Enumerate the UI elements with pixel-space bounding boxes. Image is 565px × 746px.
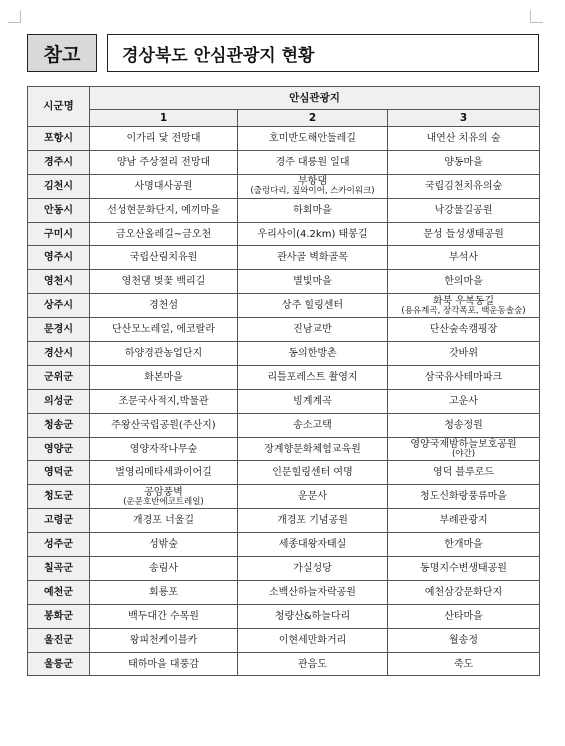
city-column-header: 시군명	[28, 87, 90, 127]
table-row	[28, 174, 540, 198]
table-row	[28, 246, 540, 270]
site-cell-1	[90, 485, 238, 509]
site-cell-2	[238, 557, 388, 581]
site-name: 이현세만화거리	[278, 634, 347, 646]
site-name: 청도신화랑풍류마을	[420, 491, 507, 503]
site-name: 국립산림치유원	[129, 252, 198, 264]
site-cell-2	[238, 485, 388, 509]
city-name-cell: 성주군	[28, 533, 90, 557]
site-name: 월송정	[449, 634, 478, 646]
site-name: 단산모노레일, 에코랄라	[112, 324, 215, 336]
site-cell-1	[90, 294, 238, 318]
site-name: 한의마을	[444, 276, 483, 288]
site-cell-3	[388, 533, 540, 557]
site-cell-2	[238, 509, 388, 533]
table-body	[28, 127, 540, 676]
site-cell-3	[388, 604, 540, 628]
site-cell-2	[238, 294, 388, 318]
city-name-cell: 고령군	[28, 509, 90, 533]
site-name: 세종대왕자태실	[278, 539, 347, 551]
table-row	[28, 198, 540, 222]
site-name: 화북 우복동길	[432, 295, 495, 307]
site-name: 송소고택	[293, 419, 332, 431]
site-cell-3	[388, 342, 540, 366]
site-name: 죽도	[453, 658, 474, 670]
city-name-cell: 칠곡군	[28, 557, 90, 581]
table-row	[28, 557, 540, 581]
site-cell-2	[238, 270, 388, 294]
site-cell-1	[90, 150, 238, 174]
site-name: 양동마을	[444, 156, 483, 168]
site-name: 동의한방촌	[288, 347, 337, 359]
site-name: 가실성당	[293, 562, 332, 574]
site-cell-1	[90, 342, 238, 366]
site-cell-3	[388, 485, 540, 509]
site-cell-3	[388, 127, 540, 151]
site-name: 영양자작나무숲	[129, 443, 198, 455]
site-cell-1	[90, 389, 238, 413]
page-corner-mark-left	[8, 10, 21, 23]
site-name: 선성현문화단지, 예끼마을	[107, 204, 220, 216]
site-name: 하양경관농업단지	[124, 347, 203, 359]
table-row	[28, 628, 540, 652]
city-name-cell: 예천군	[28, 580, 90, 604]
table-row	[28, 294, 540, 318]
site-name: 소백산하늘자락공원	[269, 586, 356, 598]
table-row	[28, 485, 540, 509]
city-name-cell: 의성군	[28, 389, 90, 413]
site-cell-3	[388, 270, 540, 294]
site-name: 고운사	[449, 395, 478, 407]
site-name: 개경포 너울길	[132, 515, 195, 527]
site-name: 한개마을	[444, 539, 483, 551]
site-name: 운문사	[298, 491, 327, 503]
city-name-cell: 군위군	[28, 365, 90, 389]
site-cell-3	[388, 246, 540, 270]
city-name-cell: 경주시	[28, 150, 90, 174]
site-cell-1	[90, 127, 238, 151]
site-cell-2	[238, 198, 388, 222]
document-header	[27, 34, 539, 74]
site-name: 금오산올레길~금오천	[115, 228, 212, 240]
site-name: 동명지수변생태공원	[420, 562, 507, 574]
site-name: 성밖숲	[149, 539, 178, 551]
site-name: 벌영리메타세콰이어길	[115, 467, 212, 479]
site-name: 국립김천치유의숲	[424, 180, 503, 192]
site-cell-2	[238, 318, 388, 342]
site-name: 상주 힐링센터	[281, 300, 344, 312]
site-name: 하회마을	[293, 204, 332, 216]
city-name-cell: 영양군	[28, 437, 90, 461]
site-cell-3	[388, 461, 540, 485]
site-name-note: (출렁다리, 짚와이어, 스카이워크)	[250, 186, 375, 197]
site-cell-2	[238, 174, 388, 198]
site-name: 부석사	[449, 252, 478, 264]
site-cell-3	[388, 222, 540, 246]
site-name: 경천섬	[149, 300, 178, 312]
site-name: 낙강물길공원	[434, 204, 493, 216]
site-cell-1	[90, 461, 238, 485]
site-name: 관사골 벽화골목	[277, 252, 348, 264]
table-row	[28, 604, 540, 628]
table-row	[28, 389, 540, 413]
table-row	[28, 652, 540, 676]
city-name-cell: 울진군	[28, 628, 90, 652]
site-name: 예천삼강문화단지	[424, 586, 503, 598]
city-name-cell: 청도군	[28, 485, 90, 509]
site-name: 사명대사공원	[134, 180, 193, 192]
table-row	[28, 437, 540, 461]
site-name: 산타마을	[444, 610, 483, 622]
site-cell-1	[90, 652, 238, 676]
city-name-cell: 경산시	[28, 342, 90, 366]
site-name: 부례관광지	[439, 515, 488, 527]
city-name-cell: 봉화군	[28, 604, 90, 628]
site-name-note: (용유계곡, 장각폭포, 백운동솔숲)	[401, 305, 526, 316]
table-row	[28, 533, 540, 557]
site-name: 인문힐링센터 여명	[272, 467, 353, 479]
table-row	[28, 509, 540, 533]
site-cell-1	[90, 246, 238, 270]
site-name: 회룡포	[149, 586, 178, 598]
table-row	[28, 270, 540, 294]
site-cell-3	[388, 437, 540, 461]
site-cell-3	[388, 389, 540, 413]
table-row	[28, 365, 540, 389]
site-cell-1	[90, 174, 238, 198]
site-cell-2	[238, 222, 388, 246]
city-name-cell: 안동시	[28, 198, 90, 222]
site-name: 송림사	[149, 562, 178, 574]
column-header-1: 1	[90, 110, 238, 127]
table-row	[28, 461, 540, 485]
site-name: 문성 들성생태공원	[423, 228, 504, 240]
site-cell-3	[388, 294, 540, 318]
site-cell-1	[90, 557, 238, 581]
site-cell-3	[388, 318, 540, 342]
site-cell-2	[238, 413, 388, 437]
site-cell-3	[388, 509, 540, 533]
site-name: 삼국유사테마파크	[424, 371, 503, 383]
site-cell-2	[238, 342, 388, 366]
site-cell-2	[238, 652, 388, 676]
site-cell-1	[90, 318, 238, 342]
table-row	[28, 318, 540, 342]
site-cell-1	[90, 580, 238, 604]
site-name: 조문국사적지,박물관	[118, 395, 209, 407]
column-header-2: 2	[238, 110, 388, 127]
site-cell-2	[238, 437, 388, 461]
city-name-cell: 영천시	[28, 270, 90, 294]
site-cell-3	[388, 174, 540, 198]
reference-tag: 참고	[27, 34, 97, 72]
site-cell-3	[388, 150, 540, 174]
site-cell-2	[238, 150, 388, 174]
site-name: 경주 대릉원 일대	[275, 156, 350, 168]
site-name: 청송정원	[444, 419, 483, 431]
site-cell-2	[238, 389, 388, 413]
city-name-cell: 영덕군	[28, 461, 90, 485]
site-name: 이가리 닻 전망대	[126, 132, 201, 144]
city-name-cell: 김천시	[28, 174, 90, 198]
page-corner-mark-right	[530, 10, 543, 23]
table-row	[28, 127, 540, 151]
site-cell-3	[388, 198, 540, 222]
site-cell-2	[238, 461, 388, 485]
site-cell-1	[90, 413, 238, 437]
site-name: 양남 주상절리 전망대	[116, 156, 211, 168]
site-name: 우리사이(4.2km) 태봉길	[257, 228, 368, 240]
tourist-site-table	[27, 86, 540, 676]
site-cell-1	[90, 198, 238, 222]
site-cell-2	[238, 628, 388, 652]
site-name: 주왕산국립공원(주산지)	[111, 419, 216, 431]
site-name: 별빛마을	[293, 276, 332, 288]
site-cell-1	[90, 437, 238, 461]
table-row	[28, 342, 540, 366]
site-name: 진남교반	[293, 324, 332, 336]
site-name: 호미반도해안둘레길	[269, 132, 356, 144]
site-cell-1	[90, 222, 238, 246]
site-name: 백두대간 수목원	[128, 610, 199, 622]
site-cell-3	[388, 413, 540, 437]
site-name: 화본마을	[144, 371, 183, 383]
site-cell-3	[388, 365, 540, 389]
site-name: 개경포 기념공원	[277, 515, 348, 527]
site-name: 단산숲속캠핑장	[429, 324, 498, 336]
site-name-note: (야간)	[451, 449, 476, 460]
city-name-cell: 문경시	[28, 318, 90, 342]
site-cell-3	[388, 652, 540, 676]
table-row	[28, 222, 540, 246]
site-cell-2	[238, 580, 388, 604]
site-name: 부항댐	[298, 176, 327, 188]
table-row	[28, 150, 540, 174]
city-name-cell: 청송군	[28, 413, 90, 437]
site-name-note: (운문호반에코트레일)	[123, 496, 204, 507]
site-group-header: 안심관광지	[90, 87, 540, 110]
site-name: 장계향문화체험교육원	[264, 443, 361, 455]
site-cell-1	[90, 365, 238, 389]
table-row	[28, 413, 540, 437]
site-cell-1	[90, 270, 238, 294]
site-name: 영덕 블루로드	[432, 467, 495, 479]
city-name-cell: 포항시	[28, 127, 90, 151]
site-cell-1	[90, 604, 238, 628]
table-row	[28, 580, 540, 604]
site-name: 빙계계곡	[293, 395, 332, 407]
city-name-cell: 상주시	[28, 294, 90, 318]
site-cell-1	[90, 628, 238, 652]
site-name: 영양국제밤하늘보호공원	[410, 439, 517, 451]
site-name: 갓바위	[449, 347, 478, 359]
site-name: 공암풍벽	[144, 486, 183, 498]
city-name-cell: 영주시	[28, 246, 90, 270]
site-cell-2	[238, 127, 388, 151]
site-cell-3	[388, 557, 540, 581]
site-cell-2	[238, 604, 388, 628]
site-cell-2	[238, 365, 388, 389]
document-title: 경상북도 안심관광지 현황	[107, 34, 539, 72]
column-header-3: 3	[388, 110, 540, 127]
site-cell-3	[388, 628, 540, 652]
site-cell-1	[90, 533, 238, 557]
site-cell-3	[388, 580, 540, 604]
city-name-cell: 울릉군	[28, 652, 90, 676]
site-name: 내연산 치유의 숲	[426, 132, 501, 144]
site-name: 왕피천케이블카	[129, 634, 198, 646]
site-name: 태하마을 대풍감	[128, 658, 199, 670]
site-name: 청량산&하늘다리	[274, 610, 351, 622]
site-name: 관음도	[298, 658, 327, 670]
city-name-cell: 구미시	[28, 222, 90, 246]
site-name: 리틀포레스트 촬영지	[267, 371, 358, 383]
site-name: 영천댐 벚꽃 백리길	[121, 276, 206, 288]
site-cell-2	[238, 533, 388, 557]
site-cell-2	[238, 246, 388, 270]
site-cell-1	[90, 509, 238, 533]
